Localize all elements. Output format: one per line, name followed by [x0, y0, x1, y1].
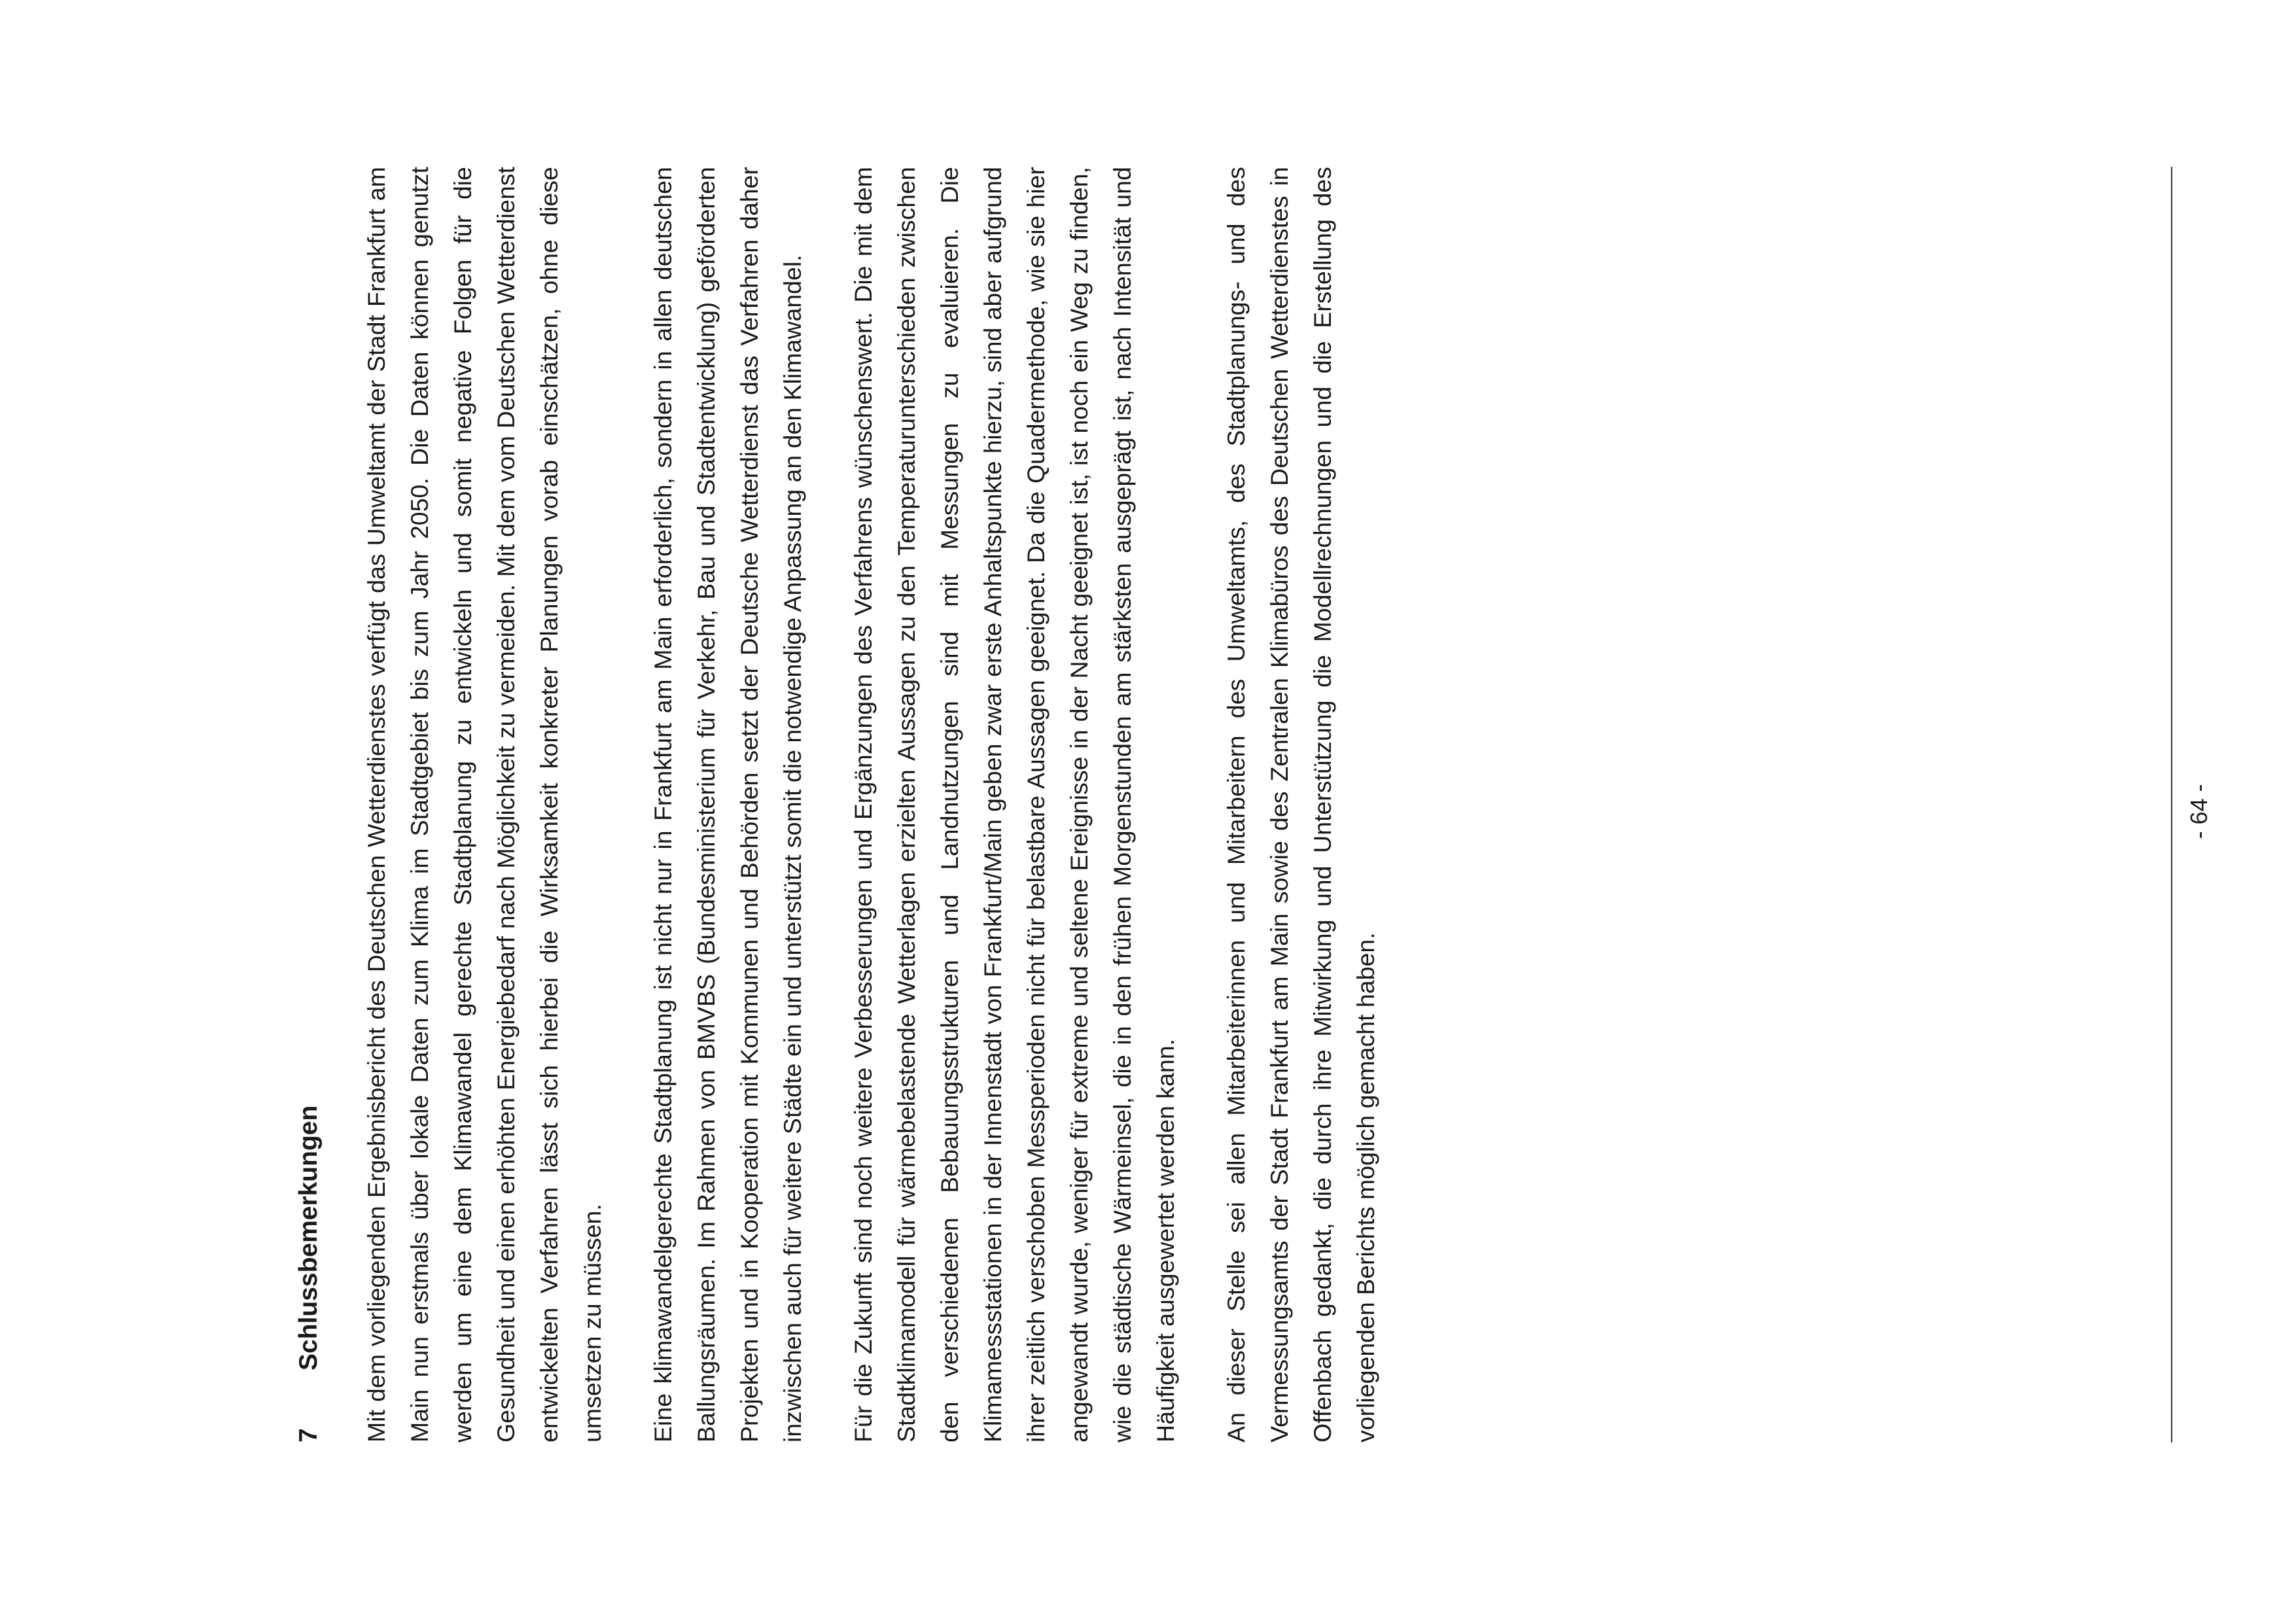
paragraph-2: Eine klimawandelgerechte Stadtplanung ist nicht nur in Frankfurt am Main erforderlich, sondern in allen deutschen Ballungsräumen. Im Rahmen von BMVBS (Bundesministerium für Verkehr, Bau und Stadtentwicklung) geförderten Projekten und in Kooperation mit Kommunen und Behörden setzt der Deutsche Wetterdienst das Verfahren daher inzwischen auch für weitere Städte ein und unterstützt somit die notwendige Anpassung an den Klimawandel.: [649, 167, 806, 1442]
page-number: - 64 -: [2185, 784, 2212, 839]
page-content: [294, 167, 1415, 1442]
section-title: Schlussbemerkungen: [294, 1105, 323, 1370]
section-number: 7: [294, 1428, 323, 1442]
section-heading: [294, 167, 323, 1442]
paragraph-4: An dieser Stelle sei allen Mitarbeiterinnen und Mitarbeitern des Umweltamts, des Stadtplanungs- und des Vermessungsamts der Stadt Frankfurt am Main sowie des Zentralen Klimabüros des Deutschen Wetterdienstes in Offenbach gedankt, die durch ihre Mitwirkung und Unterstützung die Modellrechnungen und die Erstellung des vorliegenden Berichts möglich gemacht haben.: [1222, 167, 1379, 1442]
paragraph-3: Für die Zukunft sind noch weitere Verbesserungen und Ergänzungen des Verfahrens wünschenswert. Die mit dem Stadtklimamodell für wärmebelastende Wetterlagen erzielten Aussagen zu den Temperaturunterschieden zwischen den verschiedenen Bebauungsstrukturen und Landnutzungen sind mit Messungen zu evaluieren. Die Klimamessstationen in der Innenstadt von Frankfurt/Main geben zwar erste Anhaltspunkte hierzu, sind aber aufgrund ihrer zeitlich verschoben Messperioden nicht für belastbare Aussagen geeignet. Da die Quadermethode, wie sie hier angewandt wurde, weniger für extreme und seltene Ereignisse in der Nacht geeignet ist, ist noch ein Weg zu finden, wie die städtische Wärmeinsel, die in den frühen Morgenstunden am stärksten ausgeprägt ist, nach Intensität und Häufigkeit ausgewertet werden kann.: [849, 167, 1179, 1442]
footer-rule: [2171, 167, 2172, 1442]
paragraph-1: Mit dem vorliegenden Ergebnisbericht des Deutschen Wetterdienstes verfügt das Umweltamt der Stadt Frankfurt am Main nun erstmals über lokale Daten zum Klima im Stadtgebiet bis zum Jahr 2050. Die Daten können genutzt werden um eine dem Klimawandel gerechte Stadtplanung zu entwickeln und somit negative Folgen für die Gesundheit und einen erhöhten Energiebedarf nach Möglichkeit zu vermeiden. Mit dem vom Deutschen Wetterdienst entwickelten Verfahren lässt sich hierbei die Wirksamkeit konkreter Planungen vorab einschätzen, ohne diese umsetzen zu müssen.: [362, 167, 606, 1442]
